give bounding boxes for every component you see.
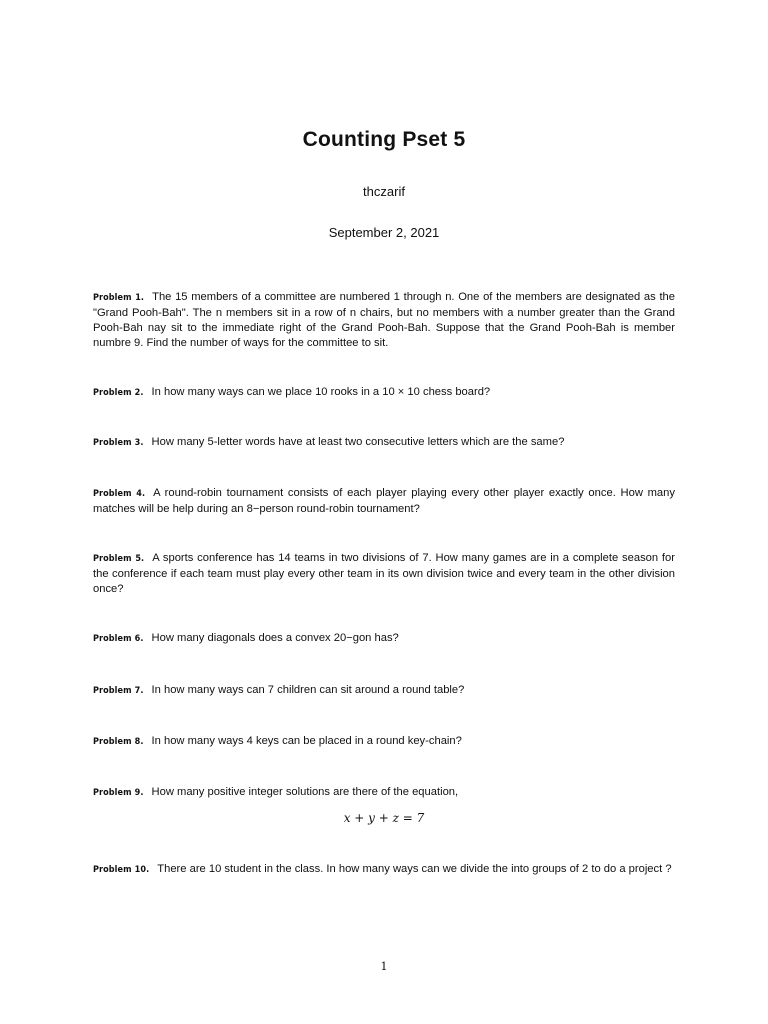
problem-text: How many positive integer solutions are there of the equation, xyxy=(151,786,459,798)
problem-1 xyxy=(93,290,675,351)
problem-2 xyxy=(93,385,675,401)
problem-label: Problem 6. xyxy=(93,634,144,644)
problem-10 xyxy=(93,862,675,878)
problem-text: How many 5-letter words have at least two consecutive letters which are the same? xyxy=(151,436,565,448)
problem-label: Problem 9. xyxy=(93,788,144,798)
problem-text: How many diagonals does a convex 20−gon has? xyxy=(151,632,399,644)
problem-3 xyxy=(93,435,675,451)
document-title: Counting Pset 5 xyxy=(302,128,466,151)
problem-text: The 15 members of a committee are numbered 1 through n. One of the members are designated as the "Grand Pooh-Bah". The n members sit in a row of n chairs, but no members with a number greater than the Grand Pooh-Bah nay sit to the immediate right of the Grand Pooh-Bah. Suppose that the Grand Pooh-Bah is member numbre 9. Find the number of ways for the committee to sit. xyxy=(93,291,675,349)
problem-label: Problem 4. xyxy=(93,489,146,499)
problem-text: A sports conference has 14 teams in two divisions of 7. How many games are in a complete season for the conference if each team must play every other team in its own division twice and every team in the other division once? xyxy=(93,552,675,595)
problem-text: A round-robin tournament consists of each player playing every other player exactly once. How many matches will be help during an 8−person round-robin tournament? xyxy=(93,487,675,515)
document-date: September 2, 2021 xyxy=(328,225,440,240)
equation: x + y + z = 7 xyxy=(343,811,425,825)
problem-text: There are 10 student in the class. In how many ways can we divide the into groups of 2 to do a project ? xyxy=(157,863,672,875)
problem-label: Problem 8. xyxy=(93,737,144,747)
problem-8 xyxy=(93,734,675,750)
problem-text: In how many ways 4 keys can be placed in a round key-chain? xyxy=(151,735,462,747)
problem-7 xyxy=(93,683,675,699)
problem-9 xyxy=(93,785,675,801)
problem-6 xyxy=(93,631,675,647)
problem-label: Problem 10. xyxy=(93,865,150,875)
problem-label: Problem 3. xyxy=(93,438,144,448)
problem-4 xyxy=(93,486,675,517)
problem-text: In how many ways can we place 10 rooks in a 10 × 10 chess board? xyxy=(151,386,491,398)
problem-label: Problem 7. xyxy=(93,686,144,696)
problem-text: In how many ways can 7 children can sit around a round table? xyxy=(151,684,465,696)
document-author: thczarif xyxy=(363,184,405,199)
problem-label: Problem 2. xyxy=(93,388,144,398)
problem-label: Problem 5. xyxy=(93,554,145,564)
page-number: 1 xyxy=(380,960,388,973)
problem-5 xyxy=(93,551,675,597)
problem-label: Problem 1. xyxy=(93,293,145,303)
